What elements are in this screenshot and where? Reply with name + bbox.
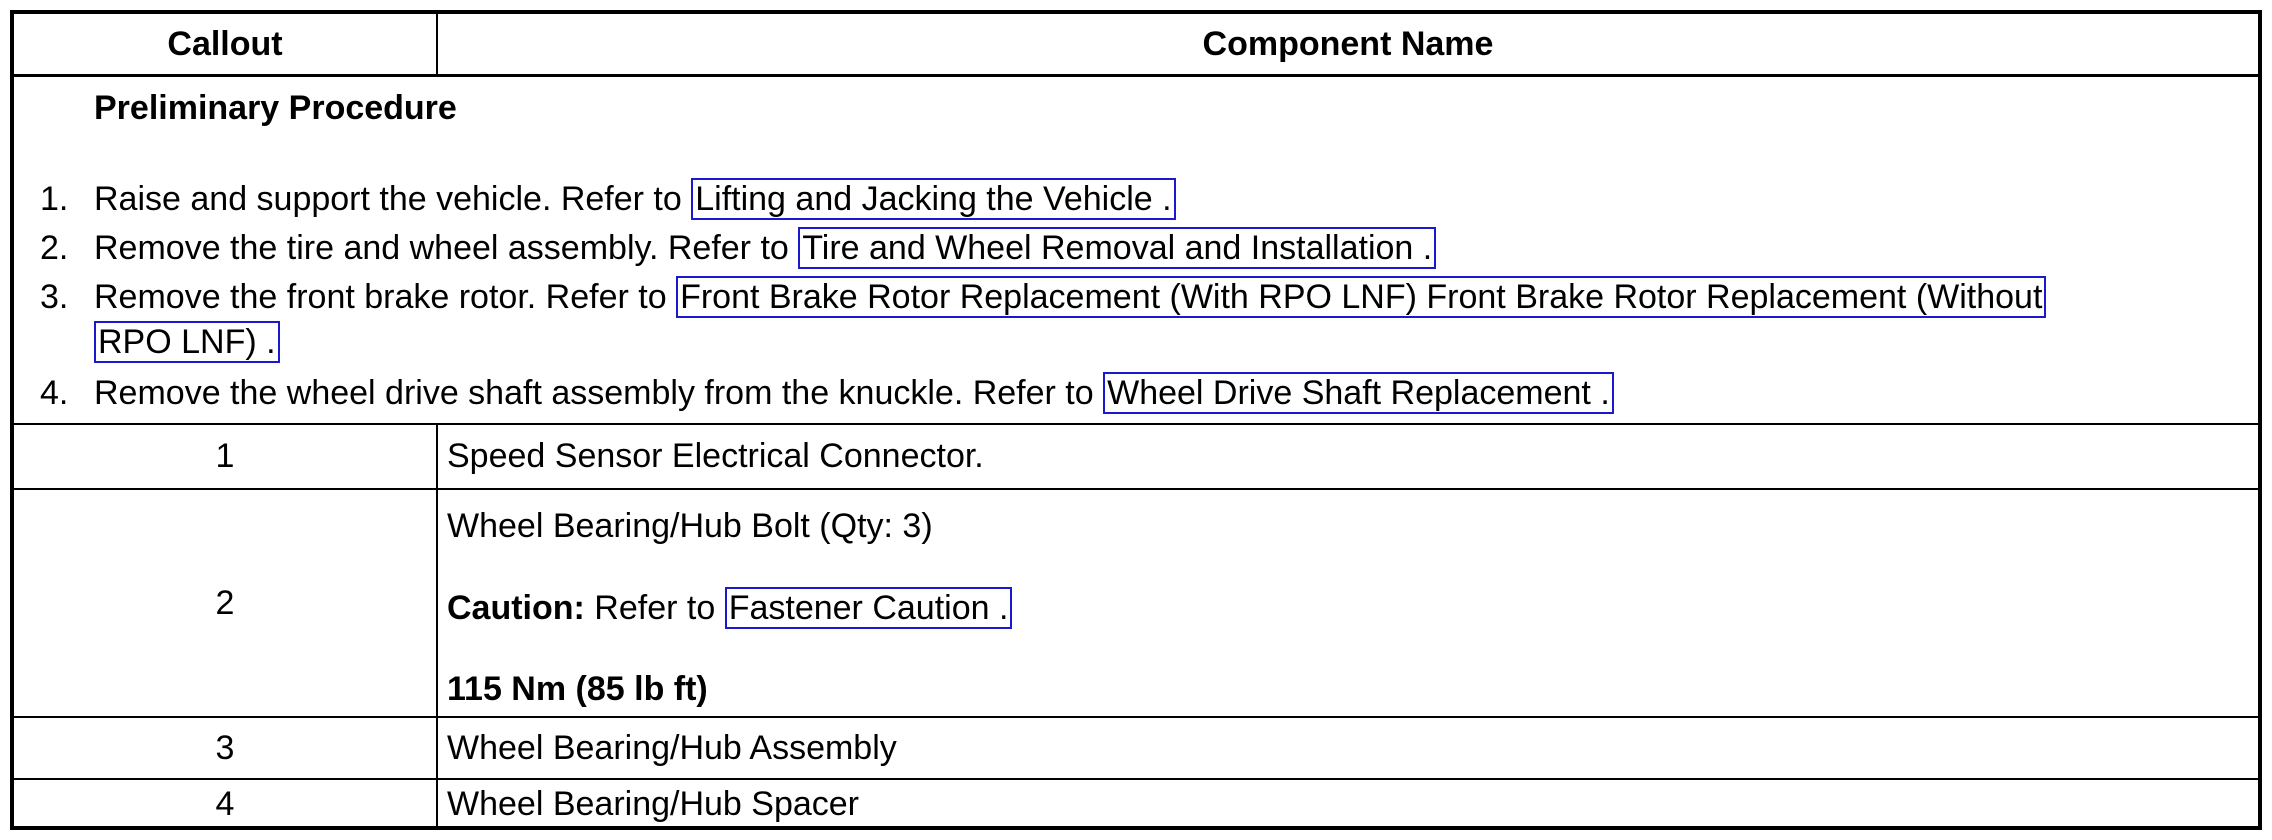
front-brake-rotor-link[interactable]: Front Brake Rotor Replacement (With RPO LNF) Front Brake Rotor Replacement (Without: [676, 276, 2046, 318]
callout-number: 3: [215, 728, 235, 767]
preliminary-procedure: [14, 77, 2258, 423]
component-name: Wheel Bearing/Hub Bolt (Qty: 3): [447, 507, 933, 545]
step-number: 4.: [40, 374, 69, 412]
component-name: Wheel Bearing/Hub Spacer: [447, 784, 860, 823]
lifting-jacking-link[interactable]: Lifting and Jacking the Vehicle .: [691, 178, 1175, 220]
wheel-drive-shaft-link[interactable]: Wheel Drive Shaft Replacement .: [1103, 372, 1614, 414]
procedure-title: Preliminary Procedure: [94, 89, 457, 127]
table-row: [14, 425, 2258, 488]
callout-header: Callout: [167, 24, 283, 63]
step-text: Remove the wheel drive shaft assembly from the knuckle. Refer to: [94, 374, 1104, 412]
step-text: Remove the front brake rotor. Refer to: [94, 278, 677, 316]
step-number: 3.: [40, 278, 69, 316]
step-number: 1.: [40, 180, 69, 218]
step-number: 2.: [40, 229, 69, 267]
component-name: Wheel Bearing/Hub Assembly: [447, 728, 897, 767]
tire-wheel-link[interactable]: Tire and Wheel Removal and Installation .: [798, 227, 1436, 269]
caution-text: Refer to: [584, 589, 725, 627]
fastener-caution-link[interactable]: Fastener Caution .: [725, 587, 1013, 629]
step-text: Remove the tire and wheel assembly. Refer to: [94, 229, 799, 267]
front-brake-rotor-link-continued[interactable]: RPO LNF) .: [94, 321, 280, 363]
component-table: [10, 10, 2262, 830]
caution-line: [447, 589, 1012, 628]
table-row: [14, 718, 2258, 778]
table-row: [14, 780, 2258, 828]
callout-number: 1: [215, 437, 235, 475]
component-name: Speed Sensor Electrical Connector.: [447, 437, 984, 475]
caution-label: Caution:: [447, 589, 585, 627]
table-row: [14, 490, 2258, 716]
component-name-header: Component Name: [1202, 24, 1494, 63]
table-header-row: [14, 14, 2258, 74]
component-detail: [438, 490, 2258, 716]
callout-number: 4: [215, 784, 235, 823]
torque-spec: 115 Nm (85 lb ft): [447, 670, 708, 708]
callout-number: 2: [215, 583, 235, 622]
step-text: Raise and support the vehicle. Refer to: [94, 180, 692, 218]
